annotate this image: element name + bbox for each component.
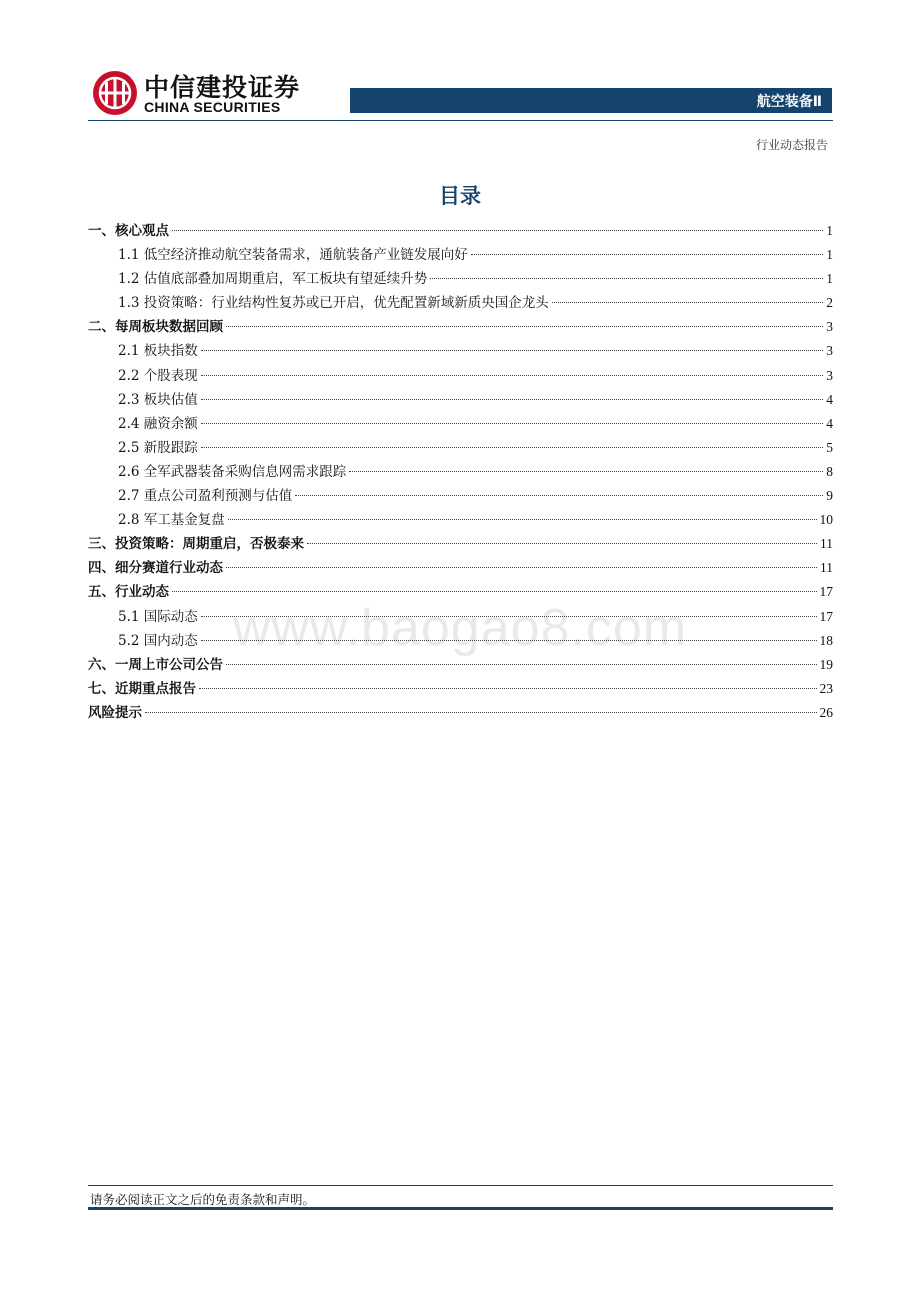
footer-disclaimer: 请务必阅读正文之后的免责条款和声明。 <box>90 1192 316 1207</box>
toc-entry[interactable]: 六、一周上市公司公告 19 <box>88 656 833 673</box>
toc-entry[interactable]: 5.1 国际动态 17 <box>118 608 833 625</box>
toc-entry[interactable]: 三、投资策略：周期重启，否极泰来 11 <box>88 536 833 553</box>
toc-entry[interactable]: 2.3 板块估值 4 <box>118 391 833 408</box>
toc-entry[interactable]: 1.2 估值底部叠加周期重启，军工板块有望延续升势 1 <box>118 271 833 288</box>
table-of-contents <box>88 219 833 725</box>
brand-name-en: CHINA SECURITIES <box>144 99 281 115</box>
toc-entry[interactable]: 五、行业动态 17 <box>88 584 833 601</box>
toc-entry[interactable]: 1.1 低空经济推动航空装备需求，通航装备产业链发展向好 1 <box>118 247 833 264</box>
toc-entry[interactable]: 二、每周板块数据回顾 3 <box>88 319 833 336</box>
toc-entry[interactable]: 四、细分赛道行业动态 11 <box>88 560 833 577</box>
report-type: 行业动态报告 <box>755 138 828 152</box>
page-header <box>0 0 920 160</box>
footer-rule <box>88 1207 833 1210</box>
toc-entry[interactable]: 2.2 个股表现 3 <box>118 367 833 384</box>
toc-entry[interactable]: 2.8 军工基金复盘 10 <box>118 512 833 529</box>
brand-name-cn: 中信建投证券 <box>144 73 301 102</box>
watermark: www.baogao8.com <box>232 599 688 657</box>
sector-label: 航空装备Ⅱ <box>756 94 822 110</box>
toc-title: 目录 <box>439 184 481 208</box>
toc-entry[interactable]: 2.6 全军武器装备采购信息网需求跟踪 8 <box>118 463 833 480</box>
sector-banner <box>350 88 832 113</box>
footer-divider <box>88 1185 833 1186</box>
toc-entry[interactable]: 2.5 新股跟踪 5 <box>118 439 833 456</box>
toc-entry[interactable]: 2.7 重点公司盈利预测与估值 9 <box>118 488 833 505</box>
toc-entry[interactable]: 一、核心观点 1 <box>88 223 833 239</box>
toc-entry[interactable]: 2.1 板块指数 3 <box>118 343 833 360</box>
toc-entry[interactable]: 风险提示 26 <box>88 704 833 721</box>
toc-entry[interactable]: 七、近期重点报告 23 <box>88 680 833 697</box>
toc-entry[interactable]: 1.3 投资策略：行业结构性复苏或已开启，优先配置新域新质央国企龙头 2 <box>118 295 833 312</box>
toc-entry[interactable]: 5.2 国内动态 18 <box>118 632 833 649</box>
china-securities-logo <box>92 70 138 116</box>
toc-entry[interactable]: 2.4 融资余额 4 <box>118 415 833 432</box>
header-divider <box>88 120 833 121</box>
